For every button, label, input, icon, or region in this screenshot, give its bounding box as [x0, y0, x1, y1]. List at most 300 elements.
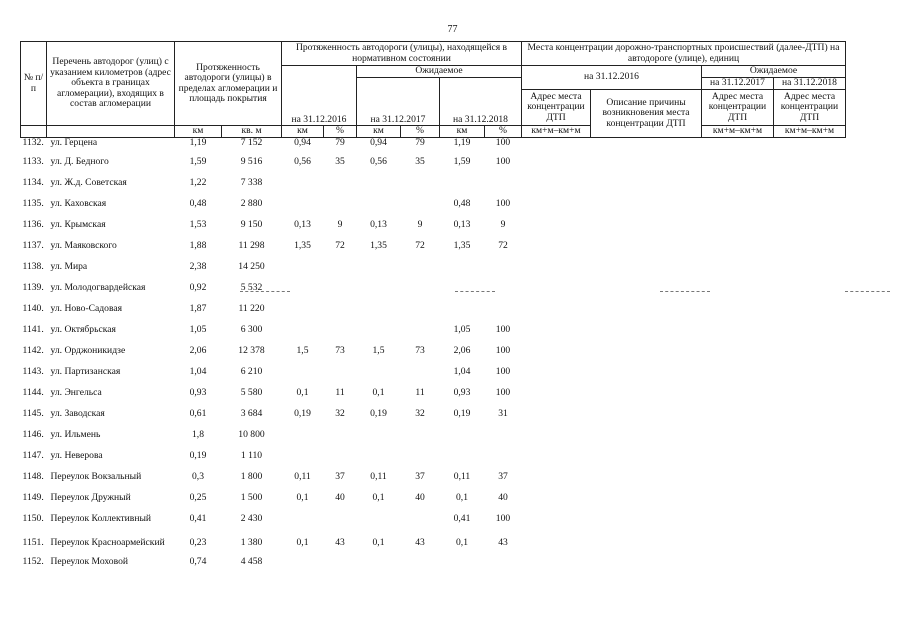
road-name: ул. Партизанская — [50, 366, 121, 377]
norm-2016-km — [282, 362, 324, 383]
norm-2016-km: 0,19 — [294, 408, 311, 419]
table-row — [21, 152, 846, 173]
dtp-2018-addr-header: Адрес места концентрации ДТП — [774, 90, 846, 126]
row-number: 1152. — [22, 555, 44, 567]
norm-2017-pct — [401, 278, 440, 299]
norm-2017-km: 0,94 — [370, 136, 387, 148]
table-row — [21, 488, 846, 509]
dtp-cell — [702, 530, 774, 557]
road-name: ул. Неверова — [50, 450, 103, 461]
norm-2018-pct: 31 — [498, 408, 508, 419]
norm-2017-km — [357, 446, 401, 467]
dtp-cell — [702, 341, 774, 362]
dtp-cell — [774, 152, 846, 173]
length-km: 1,8 — [192, 429, 204, 440]
length-km: 1,22 — [189, 177, 207, 188]
dtp-cell — [774, 299, 846, 320]
dtp-cell — [522, 425, 591, 446]
norm-2017-pct: 11 — [415, 387, 425, 398]
table-row — [21, 467, 846, 488]
dtp-cell — [591, 173, 702, 194]
area-sqm: 9 516 — [240, 156, 263, 167]
length-km: 1,04 — [189, 366, 207, 377]
length-km: 0,92 — [189, 282, 207, 293]
dtp-cell — [774, 362, 846, 383]
dtp-2017-header: на 31.12.2017 — [702, 78, 774, 90]
road-name: ул. Заводская — [50, 408, 105, 419]
norm-2016-km — [282, 299, 324, 320]
unit-kmm: км+м–км+м — [702, 126, 774, 138]
row-number: 1145. — [22, 408, 44, 419]
row-number: 1140. — [22, 303, 44, 314]
table-row — [21, 509, 846, 530]
row-number: 1149. — [22, 492, 44, 503]
unit-sqm: кв. м — [222, 126, 282, 138]
norm-expected-header: Ожидаемое — [357, 66, 522, 78]
scan-artifact — [845, 291, 890, 292]
norm-2018-pct — [485, 425, 522, 446]
row-number: 1141. — [22, 324, 44, 335]
norm-2017-pct — [401, 320, 440, 341]
norm-2017-km: 0,1 — [372, 387, 385, 398]
norm-2017-pct: 37 — [415, 471, 425, 482]
norm-2018-km: 0,13 — [453, 219, 471, 230]
dtp-cell — [522, 278, 591, 299]
norm-2018-pct: 37 — [498, 471, 508, 482]
dtp-expected-header: Ожидаемое — [702, 66, 846, 78]
col-length-header: Протяженность автодороги (улицы) в пределах агломерации и площадь покрытия — [175, 42, 282, 126]
norm-2018-km: 1,19 — [453, 136, 471, 148]
norm-2016-pct — [324, 362, 357, 383]
norm-2018-pct: 100 — [495, 513, 511, 524]
norm-2016-km: 0,1 — [296, 492, 309, 503]
length-km: 0,74 — [189, 555, 207, 567]
unit-kmm: км+м–км+м — [774, 126, 846, 138]
norm-2016-km: 0,11 — [294, 471, 311, 482]
norm-2016-km — [282, 425, 324, 446]
dtp-cell — [702, 488, 774, 509]
dtp-cell — [774, 341, 846, 362]
area-sqm: 9 150 — [240, 219, 263, 230]
norm-2017-pct — [401, 557, 440, 570]
norm-2018-pct: 100 — [495, 387, 511, 398]
length-km: 2,06 — [189, 345, 207, 356]
dtp-cell — [591, 467, 702, 488]
table-header — [21, 42, 846, 138]
dtp-cell — [774, 383, 846, 404]
norm-2017-km — [357, 557, 401, 570]
dtp-cell — [591, 362, 702, 383]
table-row — [21, 215, 846, 236]
dtp-cell — [522, 341, 591, 362]
length-km: 2,38 — [189, 261, 207, 272]
road-name: ул. Молодогвардейская — [50, 282, 146, 293]
dtp-cell — [522, 488, 591, 509]
dtp-cell — [591, 425, 702, 446]
road-name: ул. Энгельса — [50, 387, 102, 398]
dtp-2016-addr-header: Адрес места концентрации ДТП — [522, 90, 591, 126]
dtp-cell — [774, 557, 846, 570]
road-name: Переулок Моховой — [50, 555, 128, 567]
road-name: ул. Герцена — [50, 136, 98, 148]
dtp-cell — [522, 404, 591, 425]
norm-2016-km: 0,13 — [294, 219, 311, 230]
norm-2016-pct: 11 — [335, 387, 345, 398]
area-sqm: 10 800 — [238, 429, 265, 440]
dtp-cell — [522, 299, 591, 320]
norm-2018-km: 1,59 — [453, 156, 471, 167]
dtp-cell — [774, 446, 846, 467]
norm-2016-pct: 72 — [335, 240, 345, 251]
dtp-cell — [591, 320, 702, 341]
dtp-cell — [591, 278, 702, 299]
row-number: 1146. — [22, 429, 44, 440]
norm-2018-km: 0,1 — [456, 537, 468, 548]
norm-2018-pct: 100 — [495, 156, 511, 167]
dtp-cell — [702, 173, 774, 194]
dtp-cell — [522, 152, 591, 173]
unit-blank — [21, 126, 47, 138]
norm-2018-km — [440, 173, 485, 194]
page-number: 77 — [447, 24, 458, 35]
norm-2016-km — [282, 446, 324, 467]
table-row — [21, 557, 846, 570]
road-name: Переулок Коллективный — [50, 513, 152, 524]
dtp-cell — [591, 299, 702, 320]
row-number: 1137. — [22, 240, 44, 251]
dtp-cell — [591, 137, 702, 152]
dtp-cell — [522, 194, 591, 215]
dtp-cell — [522, 236, 591, 257]
norm-2016-pct: 73 — [335, 345, 345, 356]
col-list-header: Перечень автодорог (улиц) с указанием километров (адрес объекта в границах агломерации), входящих в состав агломерации — [47, 42, 175, 126]
row-number: 1138. — [22, 261, 44, 272]
col-norm-header: Протяженность автодороги (улицы), находящейся в нормативном состоянии — [282, 42, 522, 66]
norm-2016-km — [282, 557, 324, 570]
table-row — [21, 299, 846, 320]
road-name: ул. Мира — [50, 261, 88, 272]
norm-2016-pct — [324, 320, 357, 341]
norm-2017-pct: 43 — [415, 537, 425, 548]
norm-2018-pct: 72 — [498, 240, 508, 251]
norm-2017-pct — [401, 425, 440, 446]
road-name: Переулок Красноармейский — [50, 537, 165, 548]
unit-km: км — [357, 126, 401, 138]
area-sqm: 11 220 — [238, 303, 265, 314]
norm-2017-km: 0,13 — [370, 219, 387, 230]
road-name: ул. Маяковского — [50, 240, 117, 251]
norm-2017-pct — [401, 173, 440, 194]
dtp-cell — [522, 257, 591, 278]
norm-2018-km — [440, 257, 485, 278]
norm-2017-km — [357, 257, 401, 278]
row-number: 1151. — [22, 537, 44, 548]
norm-2016-pct — [324, 446, 357, 467]
table-row — [21, 383, 846, 404]
dtp-cell — [702, 362, 774, 383]
norm-2017-pct: 72 — [415, 240, 425, 251]
norm-2018-pct — [485, 278, 522, 299]
norm-2018-pct: 100 — [495, 324, 511, 335]
norm-2018-km: 0,41 — [453, 513, 471, 524]
table-row — [21, 404, 846, 425]
dtp-cell — [522, 467, 591, 488]
table-body — [21, 137, 846, 570]
norm-2017-pct: 35 — [415, 156, 425, 167]
dtp-cell — [522, 530, 591, 557]
row-number: 1147. — [22, 450, 44, 461]
area-sqm: 14 250 — [238, 261, 265, 272]
length-km: 0,48 — [189, 198, 207, 209]
table-row — [21, 278, 846, 299]
norm-2017-pct: 32 — [415, 408, 425, 419]
area-sqm: 1 110 — [240, 450, 263, 461]
dtp-cell — [774, 215, 846, 236]
norm-2017-km — [357, 425, 401, 446]
norm-2018-pct — [485, 557, 522, 570]
road-name: Переулок Дружный — [50, 492, 131, 503]
norm-2017-km: 0,1 — [372, 537, 385, 548]
norm-2017-km: 0,11 — [370, 471, 387, 482]
dtp-cell — [774, 488, 846, 509]
norm-2017-km — [357, 299, 401, 320]
dtp-cell — [522, 383, 591, 404]
unit-pct: % — [401, 126, 440, 138]
norm-2018-pct: 40 — [498, 492, 508, 503]
unit-pct: % — [485, 126, 522, 138]
norm-2016-km: 0,1 — [296, 537, 309, 548]
area-sqm: 4 458 — [240, 555, 263, 567]
norm-2018-pct — [485, 446, 522, 467]
dtp-cell — [522, 320, 591, 341]
norm-2017-pct — [401, 257, 440, 278]
dtp-cell — [591, 383, 702, 404]
dtp-cell — [774, 173, 846, 194]
norm-2016-km: 0,56 — [294, 156, 311, 167]
road-name: ул. Орджоникидзе — [50, 345, 126, 356]
table-row — [21, 173, 846, 194]
dtp-cell — [591, 341, 702, 362]
norm-2018-pct: 100 — [495, 198, 511, 209]
dtp-2018-header: на 31.12.2018 — [774, 78, 846, 90]
length-km: 1,19 — [189, 136, 207, 148]
norm-2018-pct: 43 — [498, 537, 508, 548]
dtp-cell — [591, 194, 702, 215]
norm-2018-pct — [485, 173, 522, 194]
norm-2016-km — [282, 278, 324, 299]
norm-2017-km: 1,35 — [370, 240, 387, 251]
norm-2018-km: 0,48 — [453, 198, 471, 209]
norm-2018-pct: 100 — [495, 366, 511, 377]
dtp-cell — [591, 530, 702, 557]
row-number: 1148. — [22, 471, 44, 482]
dtp-cell — [591, 488, 702, 509]
dtp-cell — [774, 257, 846, 278]
norm-2018-km: 0,11 — [453, 471, 471, 482]
dtp-cell — [702, 425, 774, 446]
dtp-cell — [522, 215, 591, 236]
norm-2016-km: 0,94 — [294, 136, 311, 148]
dtp-cell — [591, 509, 702, 530]
area-sqm: 5 532 — [240, 282, 263, 293]
norm-2016-km — [282, 173, 324, 194]
norm-2017-km: 0,1 — [372, 492, 385, 503]
norm-2017-pct: 9 — [417, 219, 423, 230]
length-km: 0,93 — [189, 387, 207, 398]
norm-2018-pct — [485, 299, 522, 320]
norm-2018-km — [440, 557, 485, 570]
row-number: 1135. — [22, 198, 44, 209]
norm-2017-km: 0,56 — [370, 156, 387, 167]
area-sqm: 12 378 — [238, 345, 265, 356]
norm-2017-km — [357, 278, 401, 299]
road-name: ул. Октябрьская — [50, 324, 116, 335]
col-num-header: № п/п — [21, 42, 47, 126]
road-name: ул. Ново-Садовая — [50, 303, 123, 314]
unit-kmm: км+м–км+м — [522, 126, 591, 138]
norm-2017-km: 1,5 — [372, 345, 385, 356]
row-number: 1132. — [22, 136, 44, 148]
norm-2016-km: 1,5 — [296, 345, 309, 356]
dtp-cell — [702, 467, 774, 488]
dtp-cell — [522, 173, 591, 194]
dtp-cell — [591, 152, 702, 173]
length-km: 1,87 — [189, 303, 207, 314]
dtp-cell — [774, 509, 846, 530]
length-km: 0,25 — [189, 492, 207, 503]
dtp-cell — [702, 557, 774, 570]
dtp-2016-header: на 31.12.2016 — [522, 66, 702, 90]
norm-2017-km — [357, 320, 401, 341]
norm-2018-pct: 100 — [495, 345, 511, 356]
norm-2018-header: на 31.12.2018 — [440, 78, 522, 126]
norm-2016-header: на 31.12.2016 — [282, 66, 357, 126]
dtp-cell — [591, 404, 702, 425]
dtp-cell — [774, 194, 846, 215]
dtp-cell — [702, 236, 774, 257]
unit-blank — [47, 126, 175, 138]
unit-km: км — [440, 126, 485, 138]
norm-2016-km — [282, 194, 324, 215]
row-number: 1150. — [22, 513, 44, 524]
dtp-cell — [591, 215, 702, 236]
norm-2017-km — [357, 173, 401, 194]
road-name: ул. Ильмень — [50, 429, 101, 440]
norm-2017-km — [357, 362, 401, 383]
dtp-cell — [522, 446, 591, 467]
norm-2018-pct: 100 — [495, 136, 511, 148]
norm-2017-pct: 79 — [415, 136, 425, 148]
dtp-cell — [702, 299, 774, 320]
row-number: 1139. — [22, 282, 44, 293]
norm-2018-km — [440, 446, 485, 467]
norm-2016-km — [282, 320, 324, 341]
table-row — [21, 362, 846, 383]
norm-2016-pct — [324, 557, 357, 570]
norm-2016-pct — [324, 194, 357, 215]
area-sqm: 2 880 — [240, 198, 263, 209]
col-dtp-header: Места концентрации дорожно-транспортных происшествий (далее-ДТП) на автодороге (улице), единиц — [522, 42, 846, 66]
norm-2016-pct — [324, 425, 357, 446]
road-name: ул. Д. Бедного — [50, 156, 109, 167]
road-table — [20, 41, 846, 570]
dtp-cell — [522, 362, 591, 383]
area-sqm: 6 300 — [240, 324, 263, 335]
length-km: 1,05 — [189, 324, 207, 335]
area-sqm: 5 580 — [240, 387, 263, 398]
table-row — [21, 137, 846, 152]
area-sqm: 7 152 — [240, 136, 263, 148]
norm-2016-pct: 32 — [335, 408, 345, 419]
dtp-cell — [591, 557, 702, 570]
norm-2018-pct — [485, 257, 522, 278]
table-row — [21, 446, 846, 467]
road-name: ул. Каховская — [50, 198, 107, 209]
norm-2017-pct — [401, 362, 440, 383]
dtp-cell — [702, 194, 774, 215]
unit-km: км — [175, 126, 222, 138]
dtp-cell — [702, 446, 774, 467]
area-sqm: 1 800 — [240, 471, 263, 482]
norm-2016-pct — [324, 278, 357, 299]
dtp-cell — [591, 446, 702, 467]
table-row — [21, 530, 846, 557]
norm-2016-km: 0,1 — [296, 387, 309, 398]
norm-2017-header: на 31.12.2017 — [357, 78, 440, 126]
dtp-cell — [702, 257, 774, 278]
row-number: 1134. — [22, 177, 44, 188]
dtp-cell — [774, 137, 846, 152]
norm-2017-pct: 73 — [415, 345, 425, 356]
norm-2016-pct — [324, 509, 357, 530]
dtp-cell — [702, 215, 774, 236]
table-row — [21, 425, 846, 446]
dtp-cell — [774, 278, 846, 299]
dtp-cell — [702, 320, 774, 341]
length-km: 0,19 — [189, 450, 207, 461]
norm-2016-pct: 40 — [335, 492, 345, 503]
norm-2016-pct — [324, 173, 357, 194]
unit-km: км — [282, 126, 324, 138]
norm-2018-km: 1,05 — [453, 324, 471, 335]
row-number: 1133. — [22, 156, 44, 167]
area-sqm: 1 380 — [240, 537, 263, 548]
length-km: 0,23 — [189, 537, 207, 548]
norm-2016-pct — [324, 299, 357, 320]
table-row — [21, 236, 846, 257]
norm-2016-pct: 79 — [335, 136, 345, 148]
dtp-cell — [774, 425, 846, 446]
scan-artifact — [455, 291, 495, 292]
norm-2016-pct — [324, 257, 357, 278]
norm-2017-pct — [401, 446, 440, 467]
road-name: ул. Крымская — [50, 219, 106, 230]
norm-2016-pct: 37 — [335, 471, 345, 482]
dtp-cell — [702, 152, 774, 173]
dtp-cell — [702, 137, 774, 152]
norm-2017-pct — [401, 194, 440, 215]
norm-2018-km: 1,35 — [453, 240, 471, 251]
norm-2018-km — [440, 278, 485, 299]
road-name: ул. Ж.д. Советская — [50, 177, 127, 188]
length-km: 1,53 — [189, 219, 207, 230]
norm-2018-km: 1,04 — [453, 366, 471, 377]
dtp-cell — [774, 530, 846, 557]
dtp-cell — [591, 257, 702, 278]
norm-2017-pct: 40 — [415, 492, 425, 503]
norm-2016-pct: 35 — [335, 156, 345, 167]
area-sqm: 11 298 — [238, 240, 265, 251]
